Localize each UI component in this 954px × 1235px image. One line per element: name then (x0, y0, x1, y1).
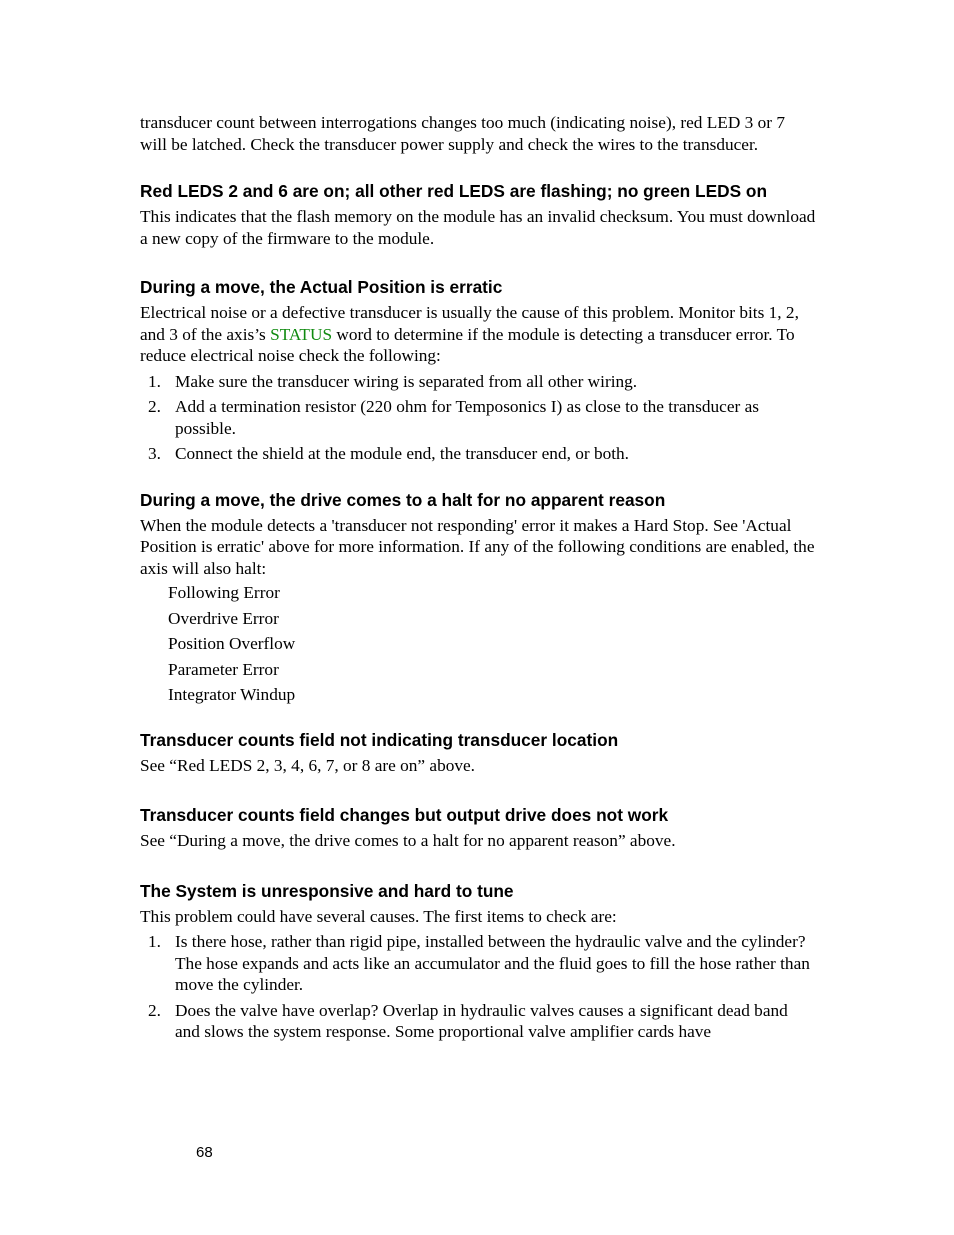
paragraph-counts-location: See “Red LEDS 2, 3, 4, 6, 7, or 8 are on” above. (140, 755, 475, 775)
heading-unresponsive: The System is unresponsive and hard to tune (140, 880, 514, 901)
list-text: Is there hose, rather than rigid pipe, installed between the hydraulic valve and the cylinder? The hose expands and acts like an accumulator and the fluid goes to fill the hose rather than move the cylinder. (175, 932, 810, 994)
list-item: Position Overflow (168, 634, 296, 653)
list-item (140, 931, 816, 996)
heading-drive-halt: During a move, the drive comes to a halt for no apparent reason (140, 489, 666, 510)
list-item (140, 371, 816, 393)
list-text: Make sure the transducer wiring is separated from all other wiring. (175, 371, 638, 391)
heading-counts-location: Transducer counts field not indicating transducer location (140, 729, 619, 750)
list-item: Following Error (168, 583, 280, 602)
noise-checklist (140, 371, 816, 465)
list-number: 3. (148, 444, 161, 463)
list-item (140, 396, 816, 439)
list-item (140, 443, 816, 465)
paragraph-text-after-link: word to determine if the module is detecting a transducer error. To reduce electrical noise check the following: (140, 324, 795, 365)
list-number: 2. (148, 1000, 161, 1020)
list-text: Does the valve have overlap? Overlap in hydraulic valves causes a significant dead band and slows the system response. Some proportional valve amplifier cards have (175, 1000, 788, 1041)
paragraph-text-before-link: Electrical noise or a defective transducer is usually the cause of this problem. Monitor bits 1, 2, and 3 of the axis’s (140, 303, 799, 344)
document-page (140, 112, 816, 1047)
paragraph-position-erratic (140, 302, 816, 367)
halt-conditions-list (140, 582, 816, 706)
paragraph-unresponsive: This problem could have several causes. The first items to check are: (140, 906, 617, 926)
list-number: 2. (148, 397, 161, 416)
heading-position-erratic: During a move, the Actual Position is erratic (140, 277, 503, 297)
paragraph-output-drive: See “During a move, the drive comes to a halt for no apparent reason” above. (140, 831, 676, 850)
list-number: 1. (148, 932, 161, 951)
paragraph-flash-checksum: This indicates that the flash memory on the module has an invalid checksum. You must download a new copy of the firmware to the module. (140, 207, 816, 248)
heading-output-drive: Transducer counts field changes but output drive does not work (140, 805, 669, 825)
list-text: Connect the shield at the module end, the transducer end, or both. (175, 444, 629, 463)
paragraph-drive-halt: When the module detects a 'transducer not responding' error it makes a Hard Stop. See 'Actual Position is erratic' above for more information. If any of the following conditions are enabled, the axis will also halt: (140, 515, 815, 578)
heading-flash-checksum: Red LEDS 2 and 6 are on; all other red LEDS are flashing; no green LEDS on (140, 181, 768, 201)
list-item: Overdrive Error (168, 608, 279, 628)
status-link[interactable]: STATUS (270, 324, 333, 344)
page-number: 68 (196, 1144, 213, 1161)
list-number: 1. (148, 371, 161, 391)
list-item: Integrator Windup (168, 685, 296, 704)
list-item (140, 1000, 816, 1043)
tuning-checklist (140, 931, 816, 1043)
intro-paragraph: transducer count between interrogations changes too much (indicating noise), red LED 3 or 7 will be latched. Check the transducer power supply and check the wires to the transducer. (140, 113, 785, 154)
list-text: Add a termination resistor (220 ohm for Temposonics I) as close to the transducer as possible. (175, 397, 759, 438)
list-item: Parameter Error (168, 659, 279, 679)
